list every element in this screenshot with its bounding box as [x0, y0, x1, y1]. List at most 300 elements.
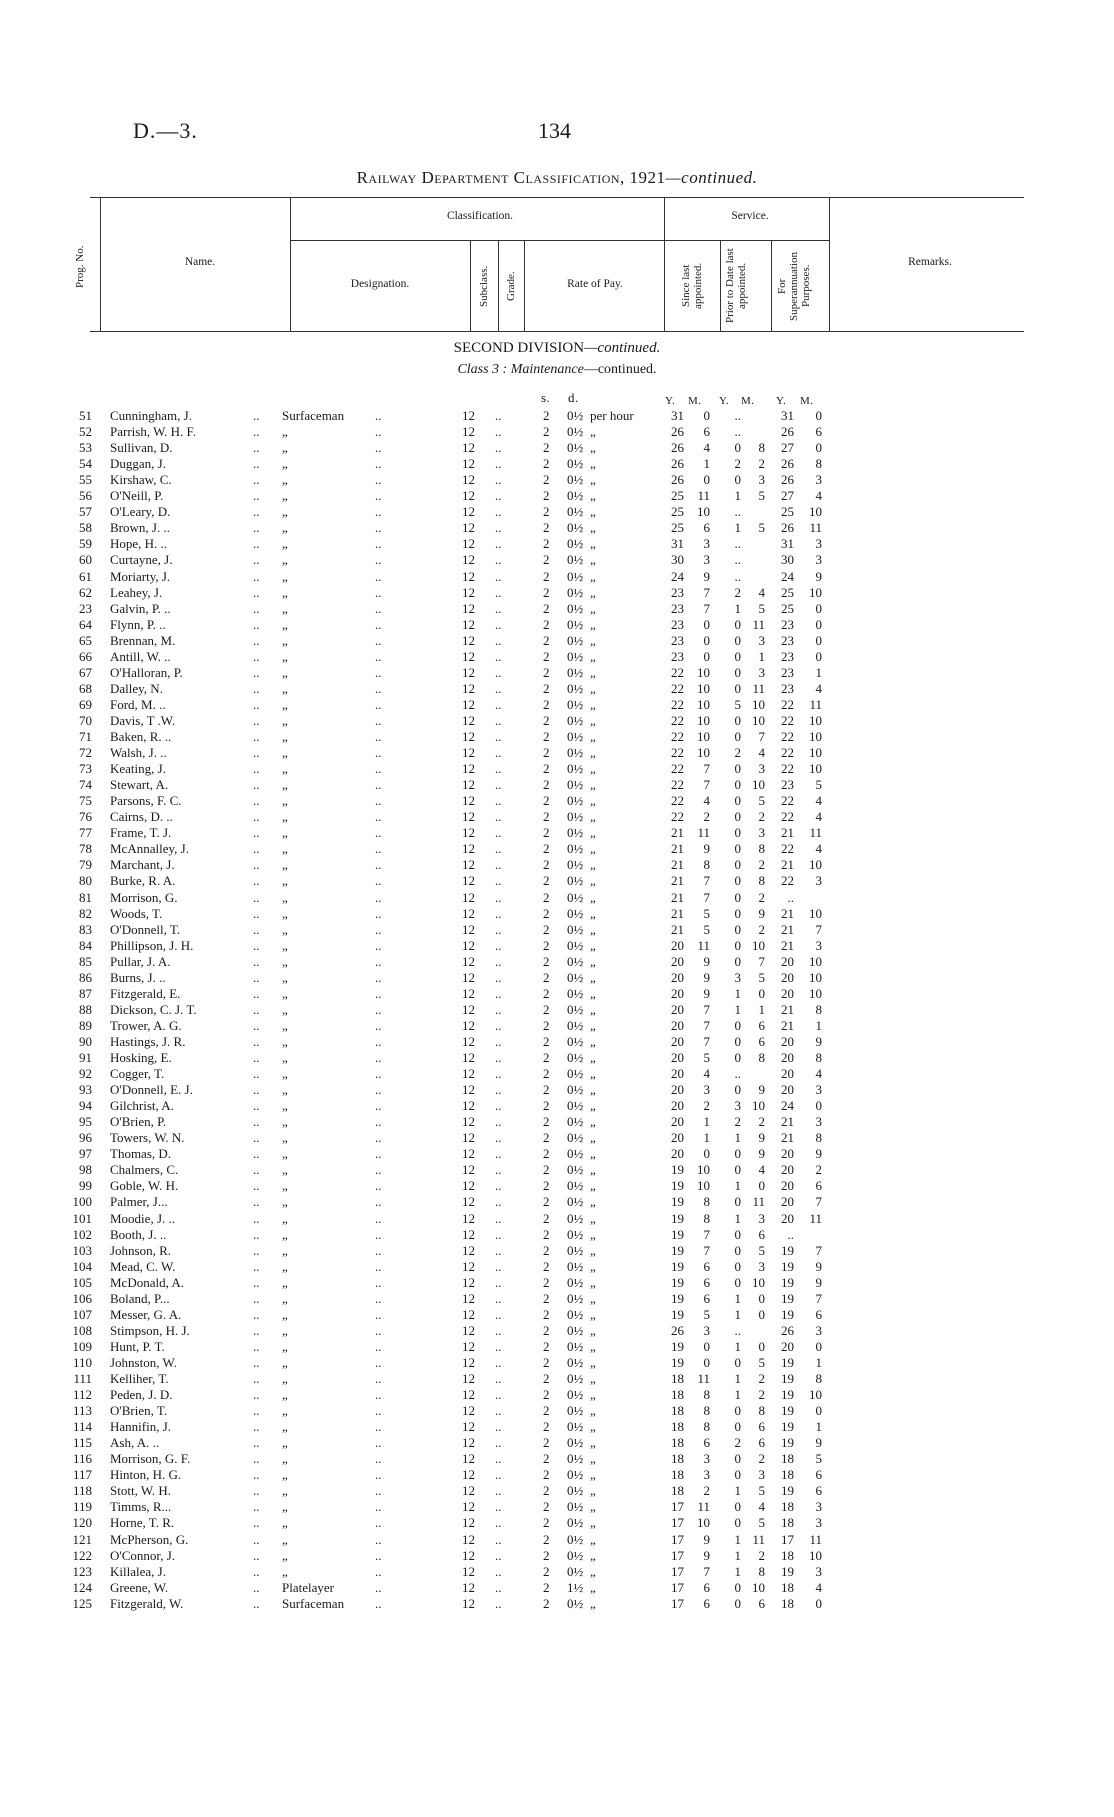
subclass: 12	[462, 1322, 475, 1338]
designation: „	[282, 616, 288, 632]
leader-dots: ..	[495, 1387, 502, 1403]
designation: „	[282, 953, 288, 969]
prior-years: 1	[734, 1387, 741, 1403]
since-months: 9	[703, 568, 710, 584]
designation: „	[282, 1242, 288, 1258]
since-years: 18	[671, 1387, 684, 1403]
subclass: 12	[462, 1066, 475, 1082]
pay-pence: 0½	[567, 408, 584, 423]
subclass: 12	[462, 1226, 475, 1242]
prog-no: 97	[79, 1146, 92, 1162]
super-years: 20	[781, 1033, 794, 1049]
prior-years: 2	[734, 745, 741, 761]
leader-dots: ..	[375, 1242, 382, 1258]
pay-unit: „	[590, 761, 596, 777]
subclass: 12	[462, 456, 475, 472]
table-row	[0, 938, 1114, 954]
prior-months: 0	[758, 1178, 765, 1194]
employee-name: McAnnalley, J.	[110, 841, 189, 857]
pay-unit: „	[590, 1419, 596, 1435]
employee-name: Antill, W. ..	[110, 648, 171, 664]
leader-dots: ..	[253, 600, 260, 616]
prog-no: 51	[79, 408, 92, 423]
since-months: 3	[703, 1082, 710, 1098]
super-years: 21	[781, 1001, 794, 1017]
super-months: 10	[809, 1387, 822, 1403]
prog-no: 114	[72, 1419, 92, 1435]
table-row	[0, 970, 1114, 986]
table-row	[0, 585, 1114, 601]
designation: „	[282, 632, 288, 648]
leader-dots: ..	[495, 1017, 502, 1033]
pay-unit: „	[590, 873, 596, 889]
since-months: 8	[703, 857, 710, 873]
employee-name: Keating, J.	[110, 761, 166, 777]
leader-dots: ..	[253, 793, 260, 809]
since-months: 11	[697, 1371, 710, 1386]
leader-dots: ..	[253, 1403, 260, 1419]
leader-dots: ..	[375, 937, 382, 953]
table-row	[0, 1018, 1114, 1034]
table-row	[0, 1403, 1114, 1419]
prior-years: 0	[734, 1033, 741, 1049]
since-months: 8	[703, 1419, 710, 1435]
prior-months: 11	[752, 1194, 765, 1210]
prior-months: 2	[758, 857, 765, 873]
leader-dots: ..	[375, 825, 382, 841]
prior-months: 11	[752, 616, 765, 632]
employee-name: Davis, T .W.	[110, 712, 176, 728]
unit-shillings: s.	[541, 390, 551, 405]
prior-months: 2	[758, 809, 765, 825]
table-row	[0, 697, 1114, 713]
since-months: 10	[697, 745, 710, 761]
super-years: 24	[781, 1098, 794, 1114]
employee-name: McPherson, G.	[110, 1531, 189, 1547]
prog-no: 52	[79, 424, 92, 440]
table-row	[0, 681, 1114, 697]
pay-shillings: 2	[543, 1194, 550, 1210]
subclass: 12	[462, 664, 475, 680]
leader-dots: ..	[495, 1531, 502, 1547]
table-row	[0, 1211, 1114, 1227]
prior-months: 8	[758, 1403, 765, 1419]
table-row	[0, 1419, 1114, 1435]
pay-unit: „	[590, 632, 596, 648]
table-row	[0, 954, 1114, 970]
table-row	[0, 1098, 1114, 1114]
subclass: 12	[462, 1082, 475, 1098]
prog-no: 72	[79, 745, 92, 761]
leader-dots: ..	[253, 1467, 260, 1483]
pay-pence: 0½	[567, 921, 584, 937]
since-years: 22	[671, 680, 684, 696]
since-years: 18	[671, 1483, 684, 1499]
prior-years: 3	[734, 969, 741, 985]
table-row	[0, 1467, 1114, 1483]
employee-name: Morrison, G. F.	[110, 1451, 191, 1467]
super-months: 1	[815, 1017, 822, 1033]
leader-dots: ..	[253, 1001, 260, 1017]
since-years: 20	[671, 1130, 684, 1146]
leader-dots: ..	[375, 953, 382, 969]
since-years: 18	[671, 1403, 684, 1419]
header-bottom-rule	[90, 331, 1024, 332]
pay-pence: 0½	[567, 1194, 584, 1210]
super-months: 10	[809, 969, 822, 985]
prog-no: 109	[72, 1338, 92, 1354]
since-years: 20	[671, 1050, 684, 1065]
employee-name: Burke, R. A.	[110, 873, 176, 889]
subclass: 12	[462, 729, 475, 744]
leader-dots: ..	[495, 793, 502, 809]
prior-years: 0	[734, 1162, 741, 1178]
leader-dots: ..	[375, 1531, 382, 1547]
leader-dots: ..	[495, 1595, 502, 1611]
pay-shillings: 2	[543, 1354, 550, 1370]
super-years: 21	[781, 937, 794, 953]
designation: „	[282, 1050, 288, 1065]
table-row	[0, 472, 1114, 488]
subclass: 12	[462, 1515, 475, 1531]
subclass: 12	[462, 825, 475, 841]
since-months: 10	[697, 712, 710, 728]
pay-shillings: 2	[543, 424, 550, 440]
super-months: 1	[815, 1354, 822, 1370]
since-years: 17	[671, 1499, 684, 1515]
pay-pence: 0½	[567, 1210, 584, 1226]
prog-no: 96	[79, 1130, 92, 1146]
division-name: SECOND DIVISION	[453, 340, 585, 356]
subclass: 12	[462, 921, 475, 937]
prior-years: 0	[734, 1274, 741, 1290]
pay-pence: 0½	[567, 1258, 584, 1274]
since-years: 26	[671, 1322, 684, 1338]
prior-months: 5	[758, 520, 765, 536]
leader-dots: ..	[495, 632, 502, 648]
page-title	[0, 168, 1114, 188]
prior-years: ..	[734, 552, 741, 568]
pay-pence: 0½	[567, 1322, 584, 1338]
prog-no: 101	[72, 1210, 92, 1226]
pay-unit: „	[590, 1098, 596, 1114]
leader-dots: ..	[253, 680, 260, 696]
since-months: 1	[703, 1130, 710, 1146]
pay-shillings: 2	[543, 1467, 550, 1483]
subclass: 12	[462, 1563, 475, 1579]
leader-dots: ..	[375, 1483, 382, 1499]
leader-dots: ..	[495, 1001, 502, 1017]
leader-dots: ..	[495, 1066, 502, 1082]
prior-months: 8	[758, 873, 765, 889]
subclass: 12	[462, 696, 475, 712]
super-months: 10	[809, 729, 822, 744]
designation: „	[282, 520, 288, 536]
subclass: 12	[462, 1098, 475, 1114]
pay-pence: 0½	[567, 1387, 584, 1403]
prior-months: 2	[758, 1114, 765, 1130]
pay-unit: „	[590, 1371, 596, 1386]
leader-dots: ..	[253, 1066, 260, 1082]
pay-pence: 0½	[567, 777, 584, 793]
pay-shillings: 2	[543, 1130, 550, 1146]
leader-dots: ..	[253, 745, 260, 761]
since-years: 17	[671, 1563, 684, 1579]
super-months: 0	[815, 440, 822, 456]
pay-shillings: 2	[543, 1066, 550, 1082]
pay-unit: „	[590, 1033, 596, 1049]
super-years: 20	[781, 1178, 794, 1194]
super-months: 3	[815, 1515, 822, 1531]
pay-pence: 0½	[567, 1066, 584, 1082]
super-months: 3	[815, 552, 822, 568]
table-row	[0, 488, 1114, 504]
super-years: 23	[781, 664, 794, 680]
col-designation: Designation.	[350, 278, 410, 290]
designation: „	[282, 825, 288, 841]
title-main: Railway Department Classification, 1921	[356, 168, 666, 187]
pay-shillings: 2	[543, 1435, 550, 1451]
since-years: 23	[671, 584, 684, 600]
pay-pence: 0½	[567, 568, 584, 584]
leader-dots: ..	[375, 1130, 382, 1146]
since-months: 7	[703, 761, 710, 777]
leader-dots: ..	[253, 825, 260, 841]
pay-pence: 0½	[567, 664, 584, 680]
table-row	[0, 1435, 1114, 1451]
leader-dots: ..	[253, 1258, 260, 1274]
employee-name: O'Donnell, E. J.	[110, 1082, 193, 1098]
super-years: 31	[781, 536, 794, 552]
table-row	[0, 504, 1114, 520]
super-years: 23	[781, 616, 794, 632]
subclass: 12	[462, 584, 475, 600]
pay-unit: „	[590, 696, 596, 712]
since-months: 10	[697, 696, 710, 712]
table-row	[0, 1146, 1114, 1162]
designation: „	[282, 1082, 288, 1098]
leader-dots: ..	[375, 712, 382, 728]
pay-pence: 0½	[567, 472, 584, 488]
leader-dots: ..	[253, 1387, 260, 1403]
prior-years: 0	[734, 873, 741, 889]
col-prog-no: Prog. No.	[74, 245, 86, 289]
prog-no: 89	[79, 1017, 92, 1033]
leader-dots: ..	[253, 696, 260, 712]
prior-months: 5	[758, 1483, 765, 1499]
table-row	[0, 1227, 1114, 1243]
table-row	[0, 1130, 1114, 1146]
designation: „	[282, 1419, 288, 1435]
col-since-last-appointed: Since last appointed.	[680, 262, 704, 310]
leader-dots: ..	[375, 424, 382, 440]
pay-shillings: 2	[543, 1451, 550, 1467]
super-years: 22	[781, 729, 794, 744]
leader-dots: ..	[375, 905, 382, 921]
employee-name: Parrish, W. H. F.	[110, 424, 196, 440]
prior-months: 8	[758, 440, 765, 456]
prior-years: 2	[734, 584, 741, 600]
subclass: 12	[462, 552, 475, 568]
since-years: 19	[671, 1210, 684, 1226]
leader-dots: ..	[495, 1354, 502, 1370]
leader-dots: ..	[375, 1515, 382, 1531]
pay-pence: 0½	[567, 1082, 584, 1098]
leader-dots: ..	[375, 616, 382, 632]
col-rule	[771, 240, 772, 331]
pay-unit: „	[590, 1146, 596, 1162]
prog-no: 74	[79, 777, 92, 793]
prior-years: 0	[734, 1579, 741, 1595]
table-row	[0, 1034, 1114, 1050]
leader-dots: ..	[495, 1306, 502, 1322]
prior-years: ..	[734, 536, 741, 552]
pay-unit: „	[590, 1290, 596, 1306]
pay-unit: „	[590, 905, 596, 921]
pay-unit: „	[590, 536, 596, 552]
prior-months: 1	[758, 1001, 765, 1017]
super-years: 18	[781, 1467, 794, 1483]
pay-pence: 0½	[567, 1451, 584, 1467]
prior-months: 3	[758, 761, 765, 777]
designation: „	[282, 1194, 288, 1210]
pay-pence: 0½	[567, 1242, 584, 1258]
leader-dots: ..	[375, 1338, 382, 1354]
leader-dots: ..	[495, 1419, 502, 1435]
leader-dots: ..	[495, 921, 502, 937]
prior-months: 4	[758, 584, 765, 600]
since-months: 7	[703, 1563, 710, 1579]
prior-years: ..	[734, 504, 741, 520]
super-years: 21	[781, 1017, 794, 1033]
since-months: 5	[703, 1050, 710, 1065]
prior-years: 0	[734, 825, 741, 841]
prior-months: 5	[758, 969, 765, 985]
pay-pence: 0½	[567, 793, 584, 809]
since-years: 21	[671, 841, 684, 857]
division-suffix: —continued.	[584, 340, 661, 356]
pay-shillings: 2	[543, 408, 550, 423]
leader-dots: ..	[253, 504, 260, 520]
since-years: 21	[671, 905, 684, 921]
super-months: 4	[815, 793, 822, 809]
pay-unit: „	[590, 1403, 596, 1419]
table-row	[0, 1548, 1114, 1564]
pay-pence: 0½	[567, 1033, 584, 1049]
subclass: 12	[462, 1194, 475, 1210]
leader-dots: ..	[495, 1033, 502, 1049]
subclass: 12	[462, 1050, 475, 1065]
pay-pence: 0½	[567, 520, 584, 536]
employee-name: Ash, A. ..	[110, 1435, 160, 1451]
pay-unit: „	[590, 1306, 596, 1322]
designation: „	[282, 1499, 288, 1515]
pay-shillings: 2	[543, 1162, 550, 1178]
table-row	[0, 825, 1114, 841]
employee-name: Parsons, F. C.	[110, 793, 182, 809]
since-months: 11	[697, 937, 710, 953]
leader-dots: ..	[253, 1595, 260, 1611]
super-years: 19	[781, 1258, 794, 1274]
prog-no: 78	[79, 841, 92, 857]
super-years: 23	[781, 648, 794, 664]
designation: „	[282, 1146, 288, 1162]
designation: „	[282, 761, 288, 777]
super-months: 3	[815, 1322, 822, 1338]
unit-super-years: Y.	[776, 395, 787, 407]
super-months: 0	[815, 1403, 822, 1419]
leader-dots: ..	[253, 1098, 260, 1114]
pay-unit: „	[590, 1579, 596, 1595]
super-years: 24	[781, 568, 794, 584]
super-years: 20	[781, 1082, 794, 1098]
prior-months: 6	[758, 1033, 765, 1049]
employee-name: Messer, G. A.	[110, 1306, 182, 1322]
leader-dots: ..	[495, 1258, 502, 1274]
prior-years: 1	[734, 1483, 741, 1499]
prog-no: 58	[79, 520, 92, 536]
leader-dots: ..	[495, 1098, 502, 1114]
subclass: 12	[462, 1178, 475, 1194]
designation: „	[282, 568, 288, 584]
leader-dots: ..	[253, 1178, 260, 1194]
employee-name: O'Brien, P.	[110, 1114, 167, 1130]
pay-shillings: 2	[543, 1033, 550, 1049]
prior-years: 0	[734, 648, 741, 664]
prior-months: 9	[758, 905, 765, 921]
leader-dots: ..	[495, 1338, 502, 1354]
designation: „	[282, 424, 288, 440]
employee-name: Towers, W. N.	[110, 1130, 185, 1146]
super-months: 3	[815, 1563, 822, 1579]
prior-months: 10	[752, 1579, 765, 1595]
leader-dots: ..	[495, 985, 502, 1001]
leader-dots: ..	[375, 456, 382, 472]
table-row	[0, 713, 1114, 729]
employee-name: Kirshaw, C.	[110, 472, 172, 488]
since-years: 20	[671, 1114, 684, 1130]
employee-name: Stott, W. H.	[110, 1483, 172, 1499]
prog-no: 102	[72, 1226, 92, 1242]
leader-dots: ..	[495, 1563, 502, 1579]
leader-dots: ..	[375, 1354, 382, 1370]
prior-months: 2	[758, 921, 765, 937]
designation: „	[282, 664, 288, 680]
employee-name: Dalley, N.	[110, 680, 163, 696]
pay-unit: per hour	[590, 408, 634, 423]
pay-shillings: 2	[543, 1403, 550, 1419]
pay-shillings: 2	[543, 664, 550, 680]
since-years: 19	[671, 1226, 684, 1242]
super-months: 6	[815, 1306, 822, 1322]
pay-pence: 0½	[567, 600, 584, 616]
employee-name: Hosking, E.	[110, 1050, 172, 1065]
super-years: 19	[781, 1403, 794, 1419]
super-years: 19	[781, 1354, 794, 1370]
employee-name: Horne, T. R.	[110, 1515, 175, 1531]
since-years: 21	[671, 921, 684, 937]
pay-pence: 0½	[567, 1531, 584, 1547]
super-months: 9	[815, 1146, 822, 1162]
pay-shillings: 2	[543, 793, 550, 809]
subclass: 12	[462, 1579, 475, 1595]
pay-shillings: 2	[543, 889, 550, 905]
employee-name: Hannifin, J.	[110, 1419, 172, 1435]
page-number: 134	[538, 118, 571, 143]
designation: „	[282, 1387, 288, 1403]
employee-name: Stewart, A.	[110, 777, 169, 793]
leader-dots: ..	[495, 969, 502, 985]
